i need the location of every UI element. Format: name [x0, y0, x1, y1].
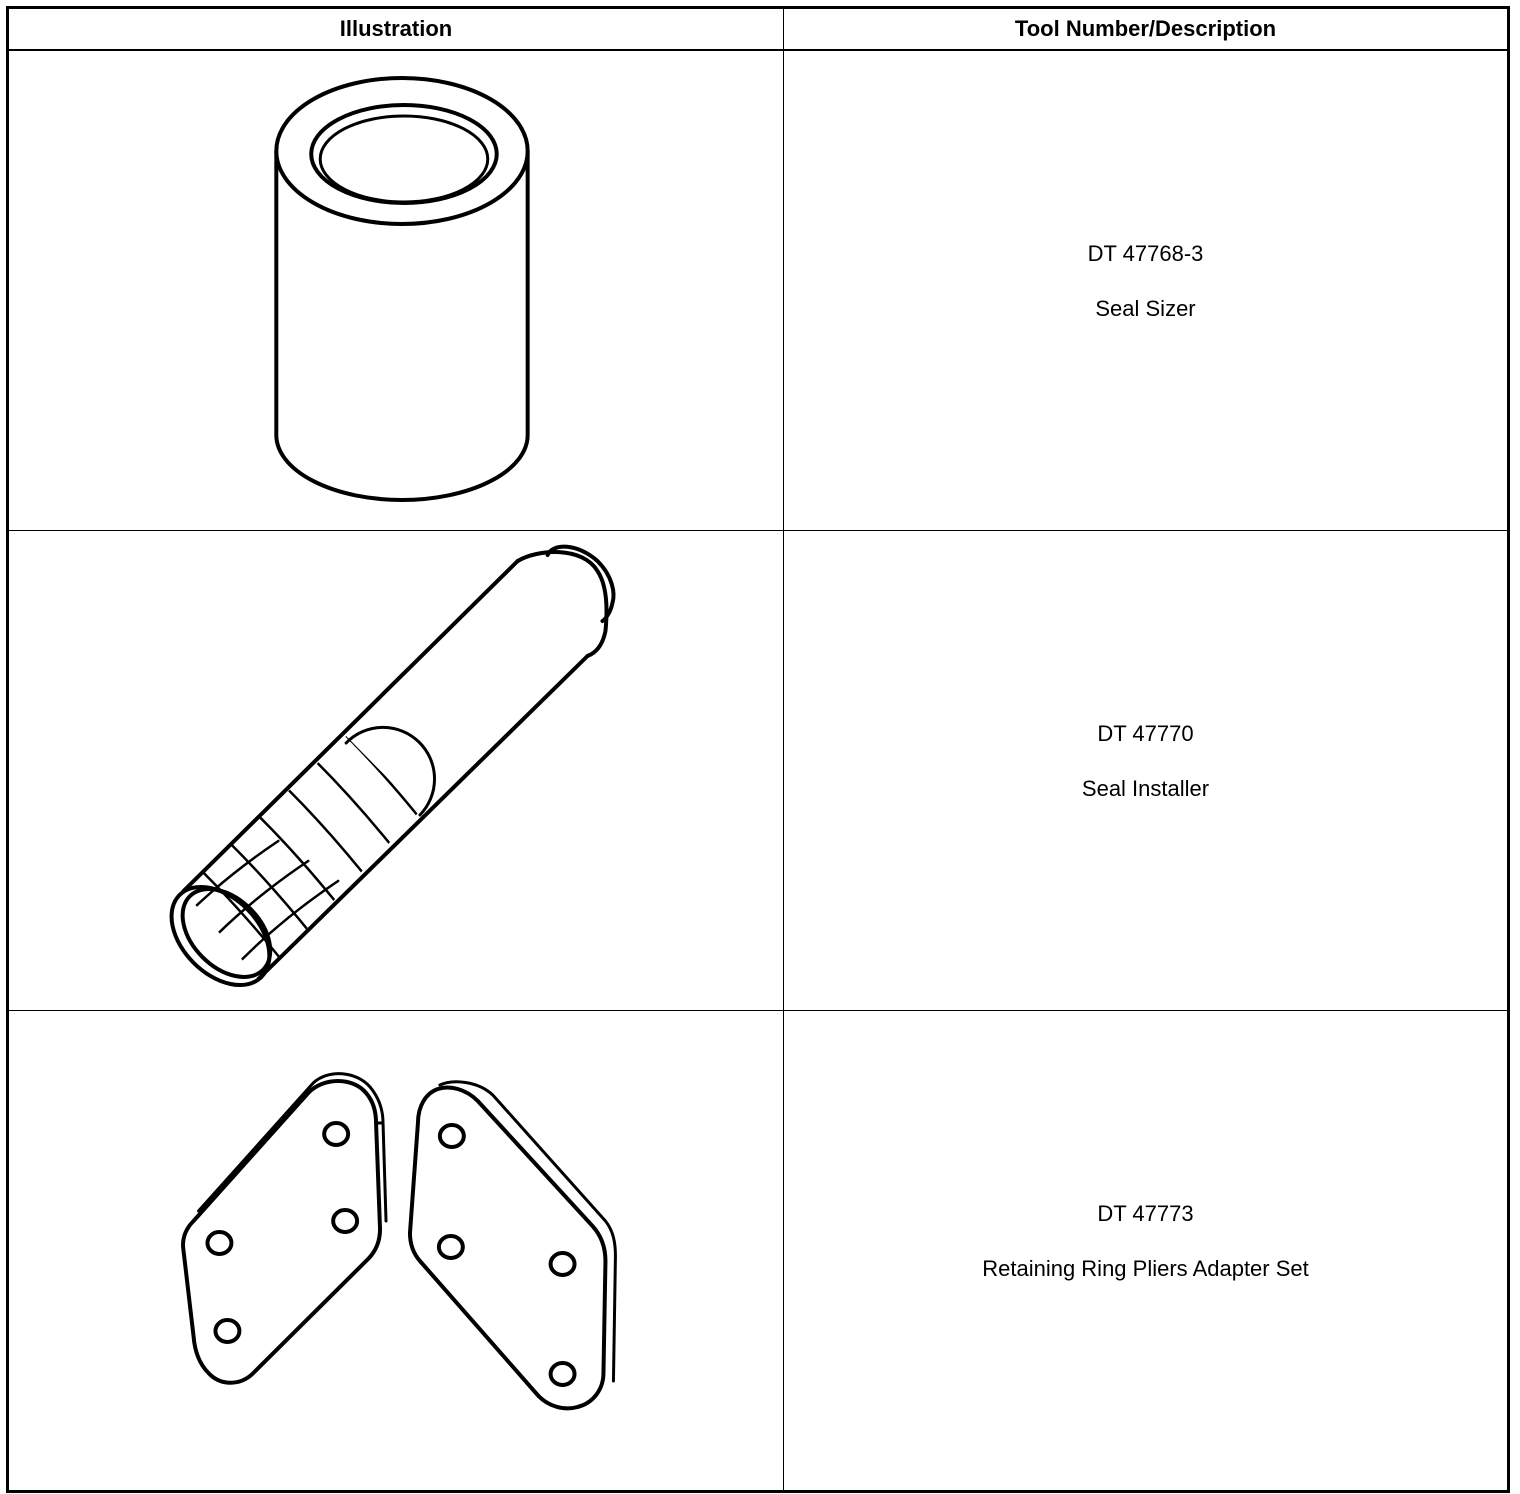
shaft-upper-edge	[184, 561, 518, 891]
shaft-far-end	[518, 552, 607, 656]
illustration-cell	[8, 50, 784, 531]
header-illustration: Illustration	[8, 8, 784, 51]
header-row	[8, 8, 1509, 51]
tool-number: DT 47773	[1097, 1201, 1194, 1226]
tool-description: Seal Sizer	[1095, 296, 1196, 321]
tool-number: DT 47768-3	[1087, 241, 1204, 266]
header-tool-number-description: Tool Number/Description	[784, 8, 1509, 51]
plate-hole	[440, 1125, 464, 1147]
description-cell	[784, 1011, 1509, 1492]
tool-description: Seal Installer	[1081, 776, 1210, 801]
illustration-cell	[8, 531, 784, 1011]
table-row	[8, 50, 1509, 531]
plate-hole	[333, 1210, 357, 1232]
tool-description: Retaining Ring Pliers Adapter Set	[982, 1256, 1309, 1281]
sizer-inner-bore	[311, 105, 497, 203]
table-row	[8, 531, 1509, 1011]
left-adapter-plate	[183, 1074, 386, 1383]
plate-hole	[439, 1236, 463, 1258]
seal-sizer-illustration	[9, 51, 783, 530]
seal-installer-illustration	[9, 531, 783, 1010]
knurl-boundary	[346, 727, 434, 815]
tool-number: DT 47770	[1097, 721, 1194, 746]
plate-hole	[207, 1232, 231, 1254]
plate-hole	[324, 1123, 348, 1145]
sizer-inner-step	[320, 116, 488, 202]
special-tools-table	[6, 6, 1510, 1493]
adapter-set-illustration	[9, 1011, 783, 1490]
description-cell	[784, 531, 1509, 1011]
plate-hole	[551, 1363, 575, 1385]
plate-hole	[215, 1320, 239, 1342]
plate-hole	[551, 1253, 575, 1275]
right-adapter-plate	[410, 1082, 615, 1409]
shaft-lower-edge	[258, 656, 587, 979]
description-cell	[784, 50, 1509, 531]
illustration-cell	[8, 1011, 784, 1492]
table-row	[8, 1011, 1509, 1492]
